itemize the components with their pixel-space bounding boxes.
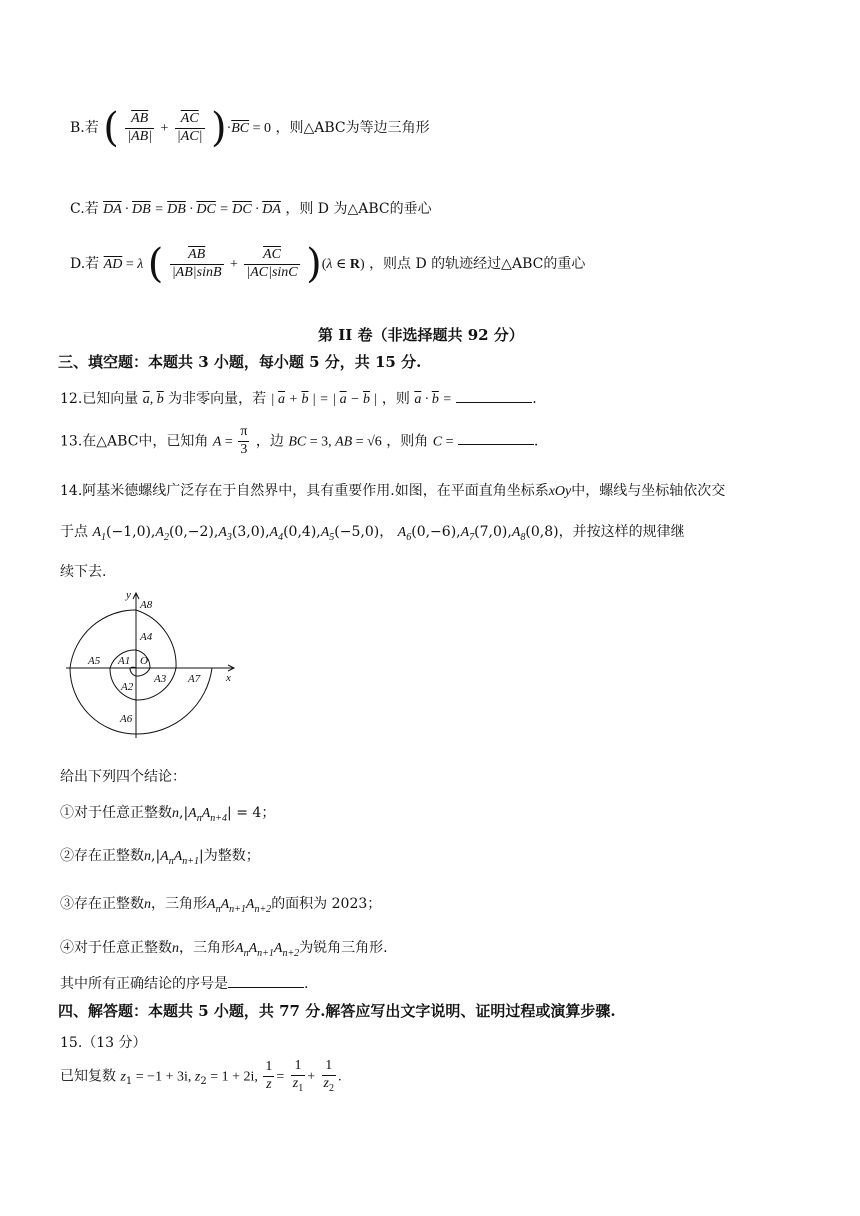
label-y: y (126, 589, 131, 601)
question-15: 已知复数 $z_1 = -1 + 3i$, $z_2 = 1 + 2i$, $\frac{1}{z}$ = $\frac{1}{z_1}$ + $\frac{1}{z_2}$ . (60, 1058, 342, 1094)
c3-tail: 的面积为 2023； (271, 896, 382, 912)
q13-tail: ，则角 (386, 433, 429, 450)
label-a8: A8 (140, 599, 153, 611)
q14-intro: 给出下列四个结论： (60, 769, 186, 785)
c1-prefix: ①对于任意正整数 (60, 805, 172, 821)
q14-line3: 续下去. (60, 564, 107, 580)
label-o: O (140, 655, 148, 667)
c2-tail: 为整数； (203, 848, 260, 864)
c3-prefix: ③存在正整数 (60, 896, 144, 912)
option-d: D.若 $\overline{AD} = \lambda$ ( $\frac{\overline{AB}}{|\overline{AB}|\sin B}$ + $\frac{\overline{AC}}{|\overline{AC}|\sin C}$ )(λ ∈ R) ，则点 D 的轨迹经过△ABC的重心 (70, 241, 586, 287)
q14-text-1: 14.阿基米德螺线广泛存在于自然界中，具有重要作用.如图，在平面直角坐标系 (60, 483, 549, 499)
q14-line2: 于点 $A_1(-1,0),A_2(0,-2),A_3(3,0),A_4(0,4),A_5(-5,0)$， $A_6(0,-6),A_7(7,0),A_8(0,8)$，并按这样的规律继 (60, 524, 685, 543)
section4-title: 四、解答题：本题共 5 小题，共 77 分.解答应写出文字说明、证明过程或演算步骤. (58, 1002, 616, 1020)
q15-prefix: 已知复数 (60, 1068, 116, 1085)
q14-line1: 14.阿基米德螺线广泛存在于自然界中，具有重要作用.如图，在平面直角坐标系xOy中，螺线与坐标轴依次交 (60, 483, 726, 499)
q12-prefix: 12.已知向量 (60, 391, 139, 407)
label-a5: A5 (88, 655, 101, 667)
c1-tail: ； (261, 805, 276, 821)
q14-conclusion-4: ④对于任意正整数n，三角形$A_nA_{n+1}A_{n+2}$为锐角三角形. (60, 940, 388, 959)
q14-final: 其中所有正确结论的序号是 . (60, 976, 309, 992)
label-a6: A6 (120, 713, 133, 725)
option-d-suffix: ，则点 D 的轨迹经过△ABC的重心 (369, 256, 586, 272)
option-c-prefix: C.若 (70, 201, 99, 217)
q14-text-2: 于点 (60, 524, 88, 540)
label-a4: A4 (140, 631, 153, 643)
question-13: 13.在△ABC中，已知角 A = $\frac{\pi}{3}$ ，边 BC = 3, AB = √6 ，则角 C = . (60, 424, 539, 457)
q12-mid: 为非零向量，若 (168, 391, 267, 407)
c3-mid: ，三角形 (151, 896, 207, 912)
q14-final-text: 其中所有正确结论的序号是 (60, 976, 228, 992)
option-b-prefix: B.若 (70, 120, 99, 136)
q13-answer-blank[interactable] (458, 432, 534, 445)
q15-label: 15.（13 分） (60, 1035, 147, 1051)
section3-title: 三、填空题：本题共 3 小题，每小题 5 分，共 15 分. (58, 353, 422, 371)
q14-conclusion-2: ②存在正整数$n,|A_nA_{n+1}|$为整数； (60, 848, 260, 867)
option-b: B.若 ( $\frac{\overline{AB}}{|\overline{AB}|}$ + $\frac{\overline{AC}}{|\overline{AC}|}$ )$\cdot\overline{BC} = 0$ ，则△ABC为等边三角形 (70, 105, 430, 151)
label-x: x (226, 672, 231, 684)
label-a3: A3 (154, 673, 167, 685)
q14-answer-blank[interactable] (228, 975, 304, 988)
spiral-figure (64, 588, 244, 740)
q14-conclusion-1: ①对于任意正整数$n,|A_nA_{n+4}| = 4$； (60, 805, 276, 824)
option-c: C.若 $\overline{DA} \cdot \overline{DB} = \overline{DB} \cdot \overline{DC} = \overline{DC} \cdot \overline{DA}$ ，则 D 为△ABC的垂心 (70, 201, 432, 217)
q12-answer-blank[interactable] (456, 390, 532, 403)
c2-prefix: ②存在正整数 (60, 848, 144, 864)
q13-prefix: 13.在△ABC中，已知角 (60, 433, 209, 450)
option-c-suffix: ，则 D 为△ABC的垂心 (285, 201, 432, 217)
q14-conclusion-3: ③存在正整数n，三角形$A_nA_{n+1}A_{n+2}$的面积为 2023； (60, 896, 382, 915)
option-b-suffix: ，则△ABC为等边三角形 (275, 120, 430, 136)
c4-prefix: ④对于任意正整数 (60, 940, 172, 956)
label-a2: A2 (121, 681, 134, 693)
q14-text-1b: 中，螺线与坐标轴依次交 (571, 483, 726, 499)
q13-mid: ，边 (255, 433, 284, 450)
label-a1: A1 (118, 655, 131, 667)
c4-tail: 为锐角三角形. (299, 940, 388, 956)
c4-mid: ，三角形 (179, 940, 235, 956)
question-12: 12.已知向量 $\overline{a}$, $\overline{b}$ 为非零向量，若 | $\overline{a} + \overline{b}$ | = | $\overline{a} - \overline{b}$ | ，则 $\overline{a} \cdot \overline{b}$ = . (60, 391, 537, 407)
label-a7: A7 (188, 673, 201, 685)
q14-text-2b: ，并按这样的规律继 (558, 524, 685, 540)
spiral-curve (70, 610, 212, 734)
option-d-prefix: D.若 (70, 256, 100, 272)
q12-tail: ，则 (381, 391, 410, 407)
part2-title: 第 II 卷（非选择题共 92 分） (318, 326, 524, 344)
